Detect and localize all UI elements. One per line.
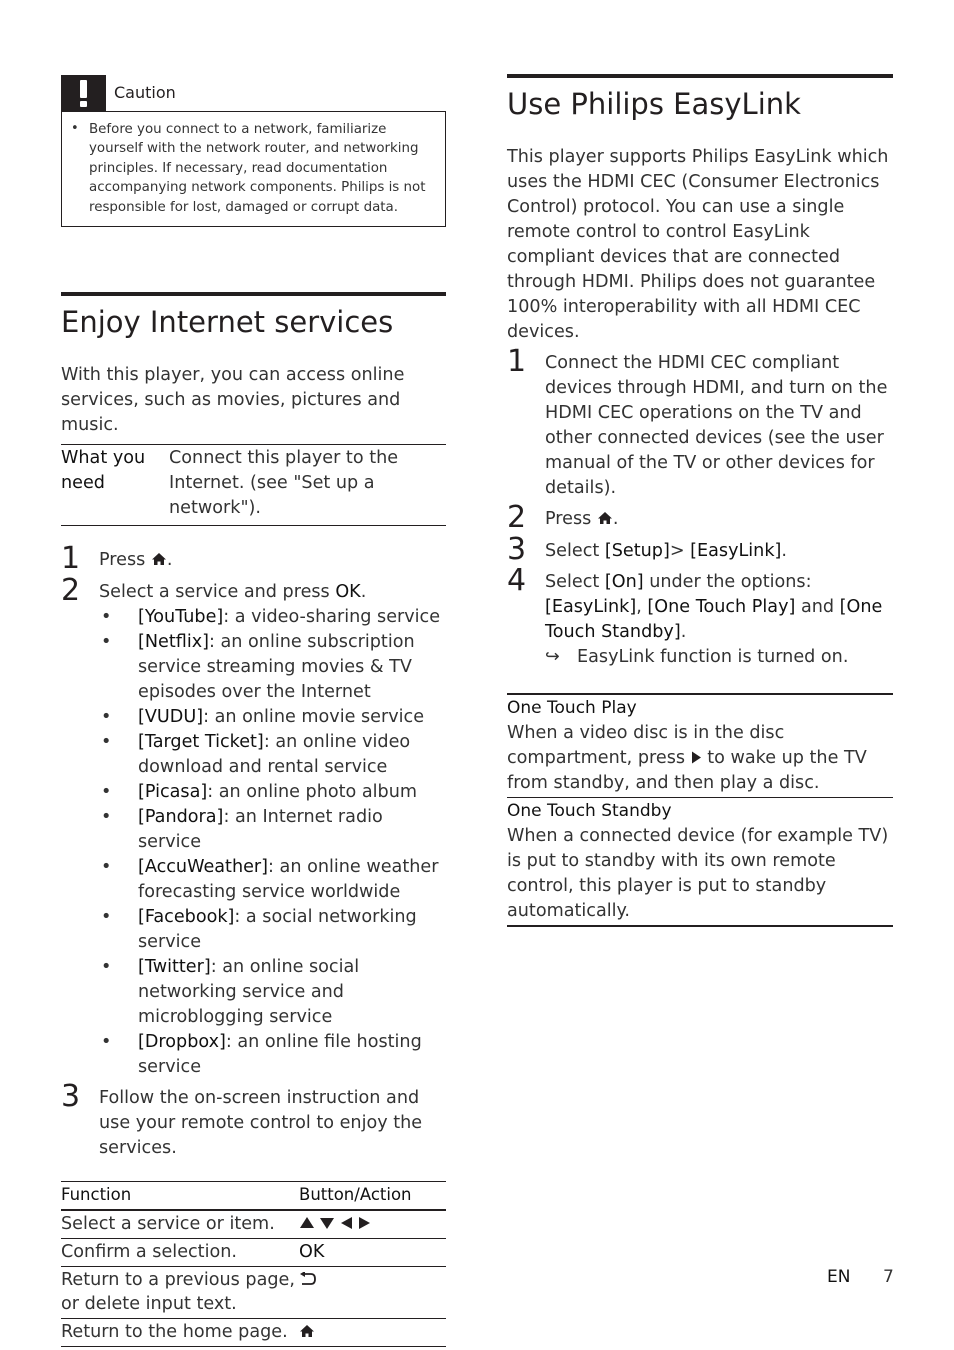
one-touch-standby-text: When a connected device (for example TV) is put to standby with its own remote control, this player is put to standby automatically.	[507, 826, 889, 921]
table-row	[61, 1267, 446, 1319]
service-name: [Picasa]	[138, 782, 208, 802]
bullet: •	[101, 857, 112, 877]
one-touch-play-title: One Touch Play	[507, 698, 637, 718]
table-row	[61, 1319, 446, 1347]
one-touch-standby-option: [One Touch Standby]	[545, 597, 883, 642]
service-description: : a social networking service	[138, 907, 417, 952]
caution-text-box	[61, 111, 446, 227]
step-number: 3	[507, 532, 527, 567]
table-row	[61, 1210, 446, 1239]
bullet: •	[71, 121, 79, 136]
bullet: •	[101, 907, 112, 927]
one-touch-standby-block	[507, 798, 893, 927]
service-list-item	[99, 730, 446, 780]
service-name: [Target Ticket]	[138, 732, 264, 752]
step-text: Press	[545, 509, 592, 529]
step-number: 2	[61, 573, 81, 608]
step-text: Press	[99, 550, 146, 570]
result-text: EasyLink function is turned on.	[577, 647, 849, 667]
bullet: •	[101, 707, 112, 727]
step-number: 4	[507, 563, 527, 598]
bullet: •	[101, 957, 112, 977]
step-4: 4 Select [On] under the options: [EasyLink], [One Touch Play] and [One Touch Standby]. ↪ EasyLink function is turned on.	[507, 570, 893, 670]
table-header-function: Function	[61, 1182, 299, 1211]
internet-intro: With this player, you can access online services, such as movies, pictures and music.	[61, 365, 405, 435]
service-name: [VUDU]	[138, 707, 204, 727]
service-list-item	[99, 605, 446, 630]
need-text: Connect this player to the Internet. (see "Set up a network").	[169, 448, 399, 518]
function-table	[61, 1181, 446, 1347]
back-icon	[299, 1272, 317, 1286]
bullet: •	[101, 732, 112, 752]
service-list-item	[99, 780, 446, 805]
table-header-action: Button/Action	[299, 1182, 446, 1211]
service-description: : an online video download and rental service	[138, 732, 411, 777]
table-cell-function: Select a service or item.	[61, 1214, 275, 1234]
service-name: [Netflix]	[138, 632, 209, 652]
service-list-item	[99, 1030, 446, 1080]
service-name: [Dropbox]	[138, 1032, 226, 1052]
service-description: : an online social networking service and microblogging service	[138, 957, 360, 1027]
bullet: •	[101, 782, 112, 802]
internet-heading: Enjoy Internet services	[61, 305, 394, 339]
caution-text: Before you connect to a network, familiarize yourself with the network router, and networking principles. If necessary, read documentation accompanying network components. Philips is not responsible for lost, damaged or corrupt data.	[89, 122, 426, 215]
home-icon	[299, 1324, 315, 1338]
bullet: •	[101, 632, 112, 652]
easylink-option: [EasyLink]	[545, 597, 637, 617]
step-number: 1	[507, 344, 527, 379]
one-touch-play-text-2: to wake up the TV from standby, and then play a disc.	[507, 748, 867, 793]
easylink-option: [EasyLink]	[690, 541, 782, 561]
internet-section	[61, 292, 446, 1347]
heading-rule	[507, 74, 893, 78]
service-list-item	[99, 905, 446, 955]
service-list-item	[99, 955, 446, 1030]
step-number: 3	[61, 1079, 81, 1114]
footer-language: EN	[827, 1267, 851, 1287]
table-cell-action	[299, 1267, 446, 1319]
step-text: Select	[545, 572, 600, 592]
step-number: 2	[507, 500, 527, 535]
step-text: Connect the HDMI CEC compliant devices through HDMI, and turn on the HDMI CEC operations on the TV and other connected devices (see the user manual of the TV or other devices for details).	[545, 353, 888, 498]
service-description: : an online movie service	[203, 707, 425, 727]
result-arrow-icon: ↪	[545, 647, 560, 667]
step-text: Select a service and press	[99, 582, 330, 602]
caution-box-section	[61, 75, 446, 227]
exclamation-icon	[61, 75, 106, 111]
service-list-item	[99, 805, 446, 855]
step-1	[507, 344, 893, 501]
need-label: What you need	[61, 448, 146, 493]
play-icon	[691, 751, 702, 764]
home-icon	[597, 511, 613, 525]
easylink-heading: Use Philips EasyLink	[507, 87, 801, 121]
table-cell-function: Return to the home page.	[61, 1322, 288, 1342]
table-cell-action	[299, 1319, 446, 1347]
bullet: •	[101, 807, 112, 827]
easylink-section	[507, 74, 893, 927]
service-name: [Facebook]	[138, 907, 235, 927]
step-text: Select	[545, 541, 600, 561]
easylink-intro: This player supports Philips EasyLink which uses the HDMI CEC (Consumer Electronics Control) protocol. You can use a single remote control to control EasyLink compliant devices that are connected through HDMI. Philips does not guarantee 100% interoperability with all HDMI CEC devices.	[507, 147, 889, 342]
arrow-keys-icon	[299, 1216, 371, 1230]
step-number: 1	[61, 541, 81, 576]
step-text: Follow the on-screen instruction and use your remote control to enjoy the services.	[99, 1088, 423, 1158]
service-list-item	[99, 705, 446, 730]
bullet: •	[101, 607, 112, 627]
caution-header	[61, 75, 446, 111]
table-cell-action: OK	[299, 1242, 325, 1262]
heading-rule	[61, 292, 446, 296]
step-text: under the options:	[649, 572, 812, 592]
table-cell-function: Confirm a selection.	[61, 1242, 237, 1262]
one-touch-play-block	[507, 693, 893, 798]
on-option: [On]	[604, 572, 644, 592]
service-description: : an online weather forecasting service worldwide	[138, 857, 439, 902]
what-you-need-box	[61, 444, 446, 526]
services-list	[99, 605, 446, 1080]
service-list-item	[99, 630, 446, 705]
service-name: [AccuWeather]	[138, 857, 269, 877]
separator: >	[669, 541, 685, 561]
service-description: : an online subscription service streaming movies & TV episodes over the Internet	[138, 632, 415, 702]
step-1: 1 Press .	[61, 541, 173, 576]
service-list-item	[99, 855, 446, 905]
service-description: : an online photo album	[207, 782, 418, 802]
setup-option: [Setup]	[604, 541, 670, 561]
bullet: •	[101, 1032, 112, 1052]
step-2: 2 Press .	[507, 500, 619, 535]
service-description: : a video-sharing service	[223, 607, 441, 627]
table-header-row	[61, 1182, 446, 1211]
ok-key: OK	[335, 582, 361, 602]
service-name: [Pandora]	[138, 807, 224, 827]
step-text: and	[800, 597, 835, 617]
home-icon	[151, 552, 167, 566]
one-touch-standby-title: One Touch Standby	[507, 801, 672, 821]
step-3: 3 Select [Setup]> [EasyLink].	[507, 532, 787, 567]
result-line	[545, 645, 893, 670]
service-description: : an Internet radio service	[138, 807, 383, 852]
table-row	[61, 1239, 446, 1267]
service-description: : an online file hosting service	[138, 1032, 422, 1077]
one-touch-play-text: When a video disc is in the disc compartment, press	[507, 723, 785, 768]
table-cell-function: Return to a previous page, or delete input text.	[61, 1270, 295, 1314]
table-cell-action	[299, 1210, 446, 1239]
one-touch-play-option: [One Touch Play]	[647, 597, 796, 617]
step-2: 2 Select a service and press OK. • [YouTube]: a video-sharing service • [Netflix]: an online subscription service streaming movies & TV episodes over the Internet • [VUDU]: an online movie service • [Target Ticket]: an online video download and rental service • [Picasa]: an online photo album • [Pandora]: an Internet radio service • [AccuWeather]: an online weather forecasting service worldwide • [Facebook]: a social networking service • [Twitter]: an online social networking service and microblogging service • [Dropbox]: an online file hosting service	[61, 580, 446, 1080]
service-name: [Twitter]	[138, 957, 211, 977]
caution-title: Caution	[114, 83, 176, 102]
step-3	[61, 1079, 446, 1161]
page-number: 7	[883, 1267, 894, 1287]
service-name: [YouTube]	[138, 607, 224, 627]
